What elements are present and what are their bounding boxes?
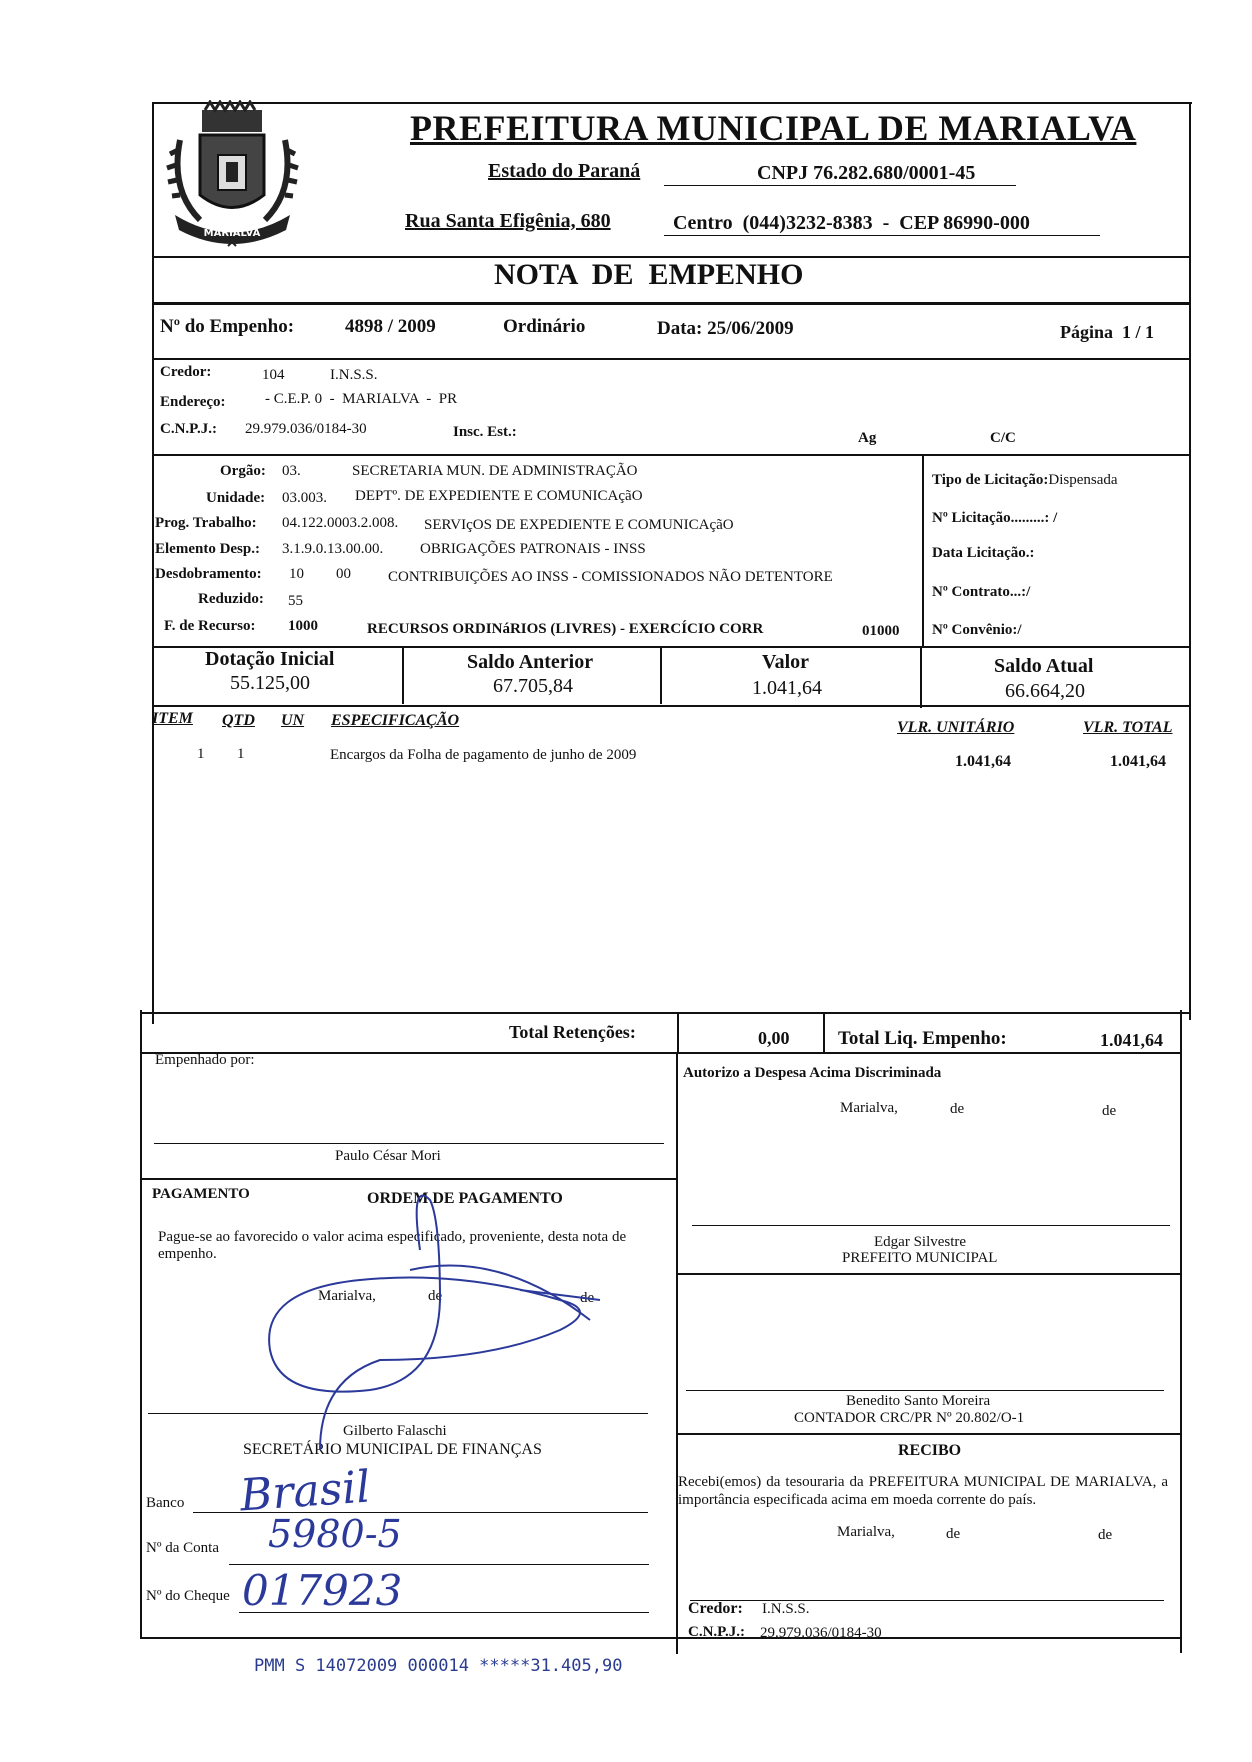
contador-role: CONTADOR CRC/PR Nº 20.802/O-1: [794, 1410, 1025, 1426]
orgao-desc: SECRETARIA MUN. DE ADMINISTRAÇÃO: [352, 463, 638, 479]
cc-label: C/C: [990, 430, 1016, 446]
empenho-sep: [152, 358, 1191, 360]
agency-label: Ag: [858, 430, 877, 446]
licitacao-number: Nº Licitação.........: /: [932, 510, 1058, 526]
prefeito-name: Edgar Silvestre: [874, 1234, 967, 1250]
credor-cnpj: 29.979.036/0184-30: [245, 421, 367, 437]
pagamento-de1: de: [428, 1288, 443, 1304]
liquido-value: 1.041,64: [1100, 1030, 1163, 1050]
recibo-label: RECIBO: [898, 1442, 962, 1459]
col-espec-header: ESPECIFICAÇÃO: [331, 712, 460, 729]
convenio-number: Nº Convênio:/: [932, 622, 1022, 638]
reduzido-label: Reduzido:: [198, 591, 264, 607]
recibo-de1: de: [946, 1526, 961, 1542]
recibo-cnpj-label: C.N.P.J.:: [688, 1624, 745, 1640]
row-vunit: 1.041,64: [955, 753, 1011, 770]
prefeito-role: PREFEITO MUNICIPAL: [842, 1250, 998, 1266]
prefeito-sign-line: [692, 1225, 1170, 1226]
col-vtotal-header: VLR. TOTAL: [1083, 719, 1173, 736]
pagamento-de2: de: [580, 1290, 595, 1306]
title-sep: [152, 302, 1191, 305]
unidade-label: Unidade:: [206, 490, 266, 506]
recibo-credor: I.N.S.S.: [762, 1601, 810, 1617]
cnpj-label: CNPJ 76.282.680/0001-45: [757, 162, 976, 184]
autorizo-de2: de: [1102, 1103, 1117, 1119]
liquido-label: Total Liq. Empenho:: [838, 1028, 1007, 1049]
svg-text:MARIALVA: MARIALVA: [203, 228, 261, 239]
address-underline: [664, 235, 1100, 236]
saldo-vsep1: [402, 648, 404, 704]
licitacao-date: Data Licitação.:: [932, 545, 1035, 561]
contador-sep: [678, 1433, 1182, 1435]
frame-right: [1189, 102, 1191, 1020]
pagamento-label: PAGAMENTO: [152, 1186, 250, 1202]
contador-name: Benedito Santo Moreira: [846, 1393, 991, 1409]
empenhado-label: Empenhado por:: [155, 1052, 255, 1068]
desdobramento-code1: 10: [289, 566, 304, 582]
ordem-pagamento-label: ORDEM DE PAGAMENTO: [367, 1190, 563, 1207]
desdobramento-label: Desdobramento:: [155, 566, 262, 582]
col-un-header: UN: [281, 712, 305, 729]
elemento-desc: OBRIGAÇÕES PATRONAIS - INSS: [420, 541, 646, 557]
recibo-text: Recebi(emos) da tesouraria da PREFEITURA MUNICIPAL DE MARIALVA, a importância especificada acima em moeda corrente do país.: [678, 1474, 1168, 1508]
empenho-date: Data: 25/06/2009: [657, 318, 794, 339]
row-qtd: 1: [237, 746, 245, 762]
desdobramento-desc: CONTRIBUIÇÕES AO INSS - COMISSIONADOS NÃO DETENTORE: [388, 569, 833, 585]
frame-right-lower: [1180, 1010, 1182, 1653]
saldo-atual-label: Saldo Atual: [994, 655, 1094, 677]
frame-top: [152, 102, 1192, 104]
elemento-label: Elemento Desp.:: [155, 541, 260, 557]
recurso-label: F. de Recurso:: [164, 618, 256, 634]
recibo-de2: de: [1098, 1527, 1113, 1543]
credor-code: 104: [262, 367, 285, 383]
reduzido-value: 55: [288, 593, 303, 609]
handwritten-signature: [260, 1160, 660, 1460]
retencoes-label: Total Retenções:: [509, 1022, 636, 1042]
saldo-anterior-label: Saldo Anterior: [467, 651, 594, 673]
valor-label: Valor: [762, 651, 810, 673]
cheque-value: 017923: [242, 1566, 403, 1615]
document-title: NOTA DE EMPENHO: [494, 258, 804, 291]
prefeito-sep: [678, 1273, 1182, 1275]
secretario-role: SECRETÁRIO MUNICIPAL DE FINANÇAS: [243, 1441, 542, 1458]
prog-desc: SERVIçOS DE EXPEDIENTE E COMUNICAçãO: [424, 517, 734, 533]
col-qtd-header: QTD: [222, 712, 255, 729]
credor-label: Credor:: [160, 364, 212, 380]
row-item: 1: [197, 746, 205, 762]
autorizo-de1: de: [950, 1101, 965, 1117]
municipality-title: PREFEITURA MUNICIPAL DE MARIALVA: [410, 108, 1137, 148]
endereco-value: - C.E.P. 0 - MARIALVA - PR: [265, 391, 458, 407]
row-vtotal: 1.041,64: [1110, 753, 1166, 770]
dotacao-inicial-value: 55.125,00: [230, 672, 310, 694]
saldo-atual-value: 66.664,20: [1005, 680, 1085, 702]
frame-left-lower: [140, 1010, 142, 1638]
pagamento-text: Pague-se ao favorecido o valor acima especificado, proveniente, desta nota de empenho.: [158, 1229, 627, 1262]
contrato-number: Nº Contrato...:/: [932, 584, 1031, 600]
district-phone-cep: Centro (044)3232-8383 - CEP 86990-000: [673, 212, 1030, 234]
dotacao-vsep: [922, 456, 924, 648]
empenho-number: 4898 / 2009: [345, 316, 436, 337]
frame-left: [152, 102, 154, 1024]
credor-sep: [152, 454, 1191, 456]
secretario-name: Gilberto Falaschi: [343, 1423, 447, 1439]
banco-label: Banco: [146, 1495, 185, 1511]
totals-vsep2: [823, 1014, 825, 1054]
coat-of-arms: [160, 100, 305, 250]
col-vunit-header: VLR. UNITÁRIO: [897, 719, 1015, 736]
prog-code: 04.122.0003.2.008.: [282, 515, 399, 531]
empenhado-name: Paulo César Mori: [335, 1148, 441, 1164]
cheque-label: Nº do Cheque: [146, 1588, 230, 1604]
desdobramento-code2: 00: [336, 566, 351, 582]
orgao-code: 03.: [282, 463, 301, 479]
credor-name: I.N.S.S.: [330, 367, 378, 383]
totals-top: [142, 1012, 1190, 1014]
conta-value: 5980-5: [268, 1512, 402, 1556]
licitacao-type: [932, 472, 1118, 489]
valor-value: 1.041,64: [752, 677, 822, 699]
unidade-code: 03.003.: [282, 490, 327, 506]
payment-stamp: PMM S 14072009 000014 *****31.405,90: [254, 1656, 623, 1676]
address-label: Rua Santa Efigênia, 680: [405, 210, 611, 232]
recibo-city: Marialva,: [837, 1524, 895, 1540]
autorizo-label: Autorizo a Despesa Acima Discriminada: [683, 1065, 942, 1081]
orgao-label: Orgão:: [220, 463, 266, 479]
recurso-code: 1000: [288, 618, 318, 634]
banco-value: Brasil: [238, 1461, 372, 1522]
recibo-cnpj: 29.979.036/0184-30: [760, 1625, 882, 1641]
conta-line: [229, 1564, 649, 1565]
contador-sign-line: [686, 1390, 1164, 1391]
saldo-vsep2: [660, 648, 662, 704]
saldo-anterior-value: 67.705,84: [493, 675, 573, 697]
retencoes-value: 0,00: [758, 1028, 790, 1048]
cnpj-underline: [664, 185, 1016, 186]
totals-bottom: [142, 1052, 1182, 1054]
recibo-credor-label: Credor:: [688, 1600, 743, 1617]
pagamento-city: Marialva,: [318, 1288, 376, 1304]
totals-vsep1: [677, 1014, 679, 1054]
credor-cnpj-label: C.N.P.J.:: [160, 421, 217, 437]
autorizo-city: Marialva,: [840, 1100, 898, 1116]
conta-label: Nº da Conta: [146, 1540, 219, 1556]
elemento-code: 3.1.9.0.13.00.00.: [282, 541, 384, 557]
col-item-header: ITEM: [152, 710, 193, 727]
middle-vsep: [676, 1054, 678, 1654]
saldo-vsep3: [920, 648, 922, 708]
empenho-type: Ordinário: [503, 316, 586, 337]
recurso-desc: RECURSOS ORDINáRIOS (LIVRES) - EXERCÍCIO CORR: [367, 621, 764, 637]
licitacao-type-value: Dispensada: [1048, 472, 1118, 488]
saldo-sep: [152, 705, 1191, 707]
page-number: Página 1 / 1: [1060, 322, 1155, 342]
insc-est-label: Insc. Est.:: [453, 424, 517, 440]
unidade-desc: DEPTº. DE EXPEDIENTE E COMUNICAçãO: [355, 488, 643, 504]
endereco-label: Endereço:: [160, 394, 226, 410]
dotacao-inicial-label: Dotação Inicial: [205, 648, 335, 670]
row-espec: Encargos da Folha de pagamento de junho de 2009: [330, 747, 637, 763]
prog-label: Prog. Trabalho:: [155, 515, 257, 531]
recurso-code2: 01000: [862, 623, 900, 639]
frame-bottom: [140, 1637, 1182, 1639]
empenhado-sign-line: [154, 1143, 664, 1144]
licitacao-type-label: Tipo de Licitação:: [932, 472, 1049, 488]
state-label: Estado do Paraná: [488, 160, 641, 182]
empenho-number-label: Nº do Empenho:: [160, 316, 295, 337]
